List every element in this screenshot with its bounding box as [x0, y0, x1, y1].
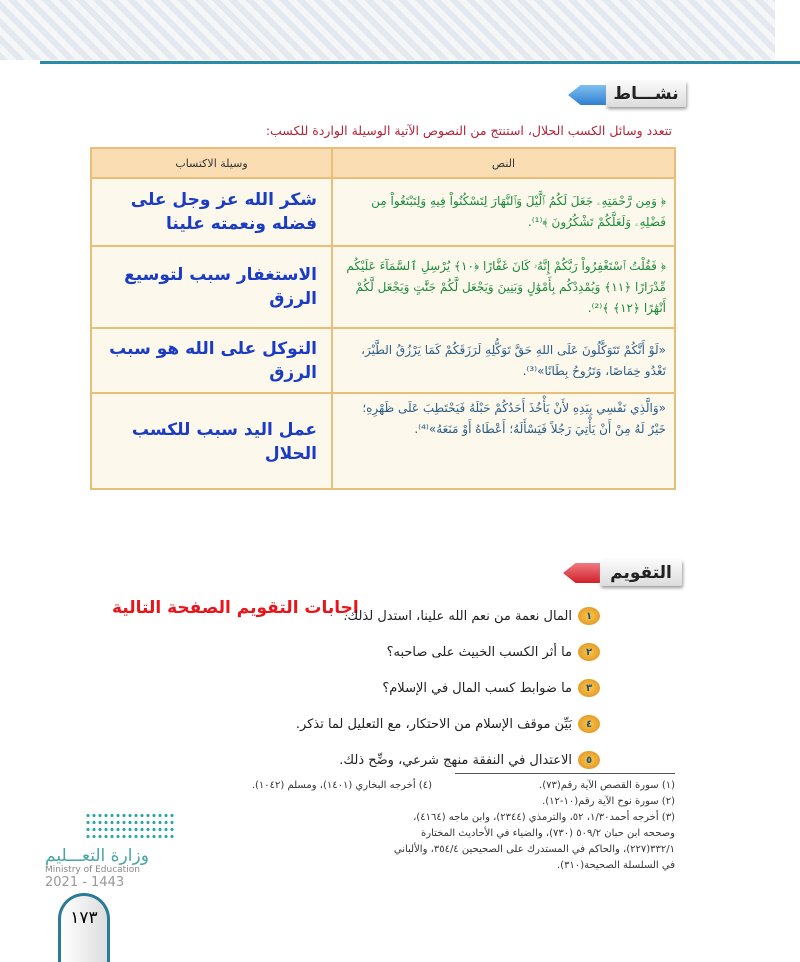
- footnote-divider: [455, 773, 675, 774]
- ministry-logo-icon: [85, 812, 175, 840]
- number-badge-icon: ٤: [578, 715, 600, 733]
- ministry-name-english: Ministry of Education: [45, 865, 140, 875]
- answer-cell: التوكل على الله هو سبب الرزق: [91, 328, 332, 393]
- number-badge-icon: ٥: [578, 751, 600, 769]
- activity-heading: نشـــاط: [606, 81, 686, 107]
- header-means: وسيلة الاكتساب: [91, 148, 332, 178]
- table-row: [91, 328, 675, 393]
- number-badge-icon: ١: [578, 607, 600, 625]
- ministry-name-arabic: وزارة التعـــليم: [45, 846, 149, 866]
- footnote-1: (١) سورة القصص الآية رقم(٧٣).: [539, 780, 675, 791]
- edition-year: 2021 - 1443: [45, 875, 125, 890]
- question-item: [296, 634, 600, 670]
- number-badge-icon: ٣: [578, 679, 600, 697]
- question-text: المال نعمة من نعم الله علينا، استدل لذلك.: [343, 608, 572, 624]
- question-item: [296, 598, 600, 634]
- footnote-2: (٢) سورة نوح الآية رقم(١٠-١٢).: [542, 796, 675, 807]
- question-text: ما ضوابط كسب المال في الإسلام؟: [382, 680, 572, 696]
- table-row: [91, 246, 675, 328]
- table-row: [91, 178, 675, 246]
- hadith-text: «وَالَّذِي نَفْسِي بِيَدِهِ لأَنْ يَأْخُذَ أَحَدُكُمْ حَبْلَهُ فَيَحْتَطِبَ عَلَى ظَهْرِهِ؛ خَيْرٌ لَهُ مِنْ أَنْ يَأْتِيَ رَجُلاً فَيَسْأَلَهُ؛ أَعْطَاهُ أَوْ مَنَعَهُ»⁽⁴⁾.: [332, 393, 675, 489]
- number-badge-icon: ٢: [578, 643, 600, 661]
- hadith-text: «لَوْ أَنَّكُمْ تَتَوَكَّلُونَ عَلَى اللهِ حَقَّ تَوَكُّلِهِ لَرَزَقَكُمْ كَمَا يَرْزُقُ الطَّيْرَ، تَغْدُو خِمَاصًا، وَتَرُوحُ بِطَانًا»⁽³⁾.: [332, 328, 675, 393]
- answer-cell: الاستغفار سبب لتوسيع الرزق: [91, 246, 332, 328]
- question-text: ما أثر الكسب الخبيث على صاحبه؟: [386, 644, 572, 660]
- answer-cell: عمل اليد سبب للكسب الحلال: [91, 393, 332, 489]
- table-row: [91, 393, 675, 489]
- page-number: ١٧٣: [58, 893, 110, 962]
- activity-intro: تتعدد وسائل الكسب الحلال، استنتج من النصوص الآتية الوسيلة الواردة للكسب:: [265, 123, 672, 138]
- question-item: [296, 706, 600, 742]
- question-text: بَيِّن موقف الإسلام من الاحتكار، مع التعليل لما تذكر.: [295, 716, 572, 732]
- answers-note: اجابات التقويم الصفحة التالية: [112, 598, 359, 618]
- quran-text: ﴿ وَمِن رَّحْمَتِهِۦ جَعَلَ لَكُمُ ٱلَّيْلَ وَٱلنَّهَارَ لِتَسْكُنُواْ فِيهِ وَلِتَبْتَغُواْ مِن فَضْلِهِۦ وَلَعَلَّكُمْ تَشْكُرُونَ ﴾⁽¹⁾.: [332, 178, 675, 246]
- quran-text: ﴿ فَقُلْتُ ٱسْتَغْفِرُواْ رَبَّكُمْ إِنَّهُۥ كَانَ غَفَّارًا ﴿١٠﴾ يُرْسِلِ ٱلسَّمَآءَ عَلَيْكُم مِّدْرَارًا ﴿١١﴾ وَيُمْدِدْكُم بِأَمْوَٰلٍ وَبَنِينَ وَيَجْعَل لَّكُمْ جَنَّٰتٍ وَيَجْعَل لَّكُمْ أَنْهَٰرًا ﴿١٢﴾ ﴾⁽²⁾.: [332, 246, 675, 328]
- evaluation-questions: [296, 598, 600, 778]
- question-text: الاعتدال في النفقة منهج شرعي، وضِّح ذلك.: [339, 752, 572, 768]
- question-item: [296, 670, 600, 706]
- header-text: النص: [332, 148, 675, 178]
- decorative-header-banner: [0, 0, 775, 60]
- table-header-row: [91, 148, 675, 178]
- header-divider: [40, 61, 800, 64]
- activity-table: [90, 147, 676, 490]
- answer-cell: شكر الله عز وجل على فضله ونعمته علينا: [91, 178, 332, 246]
- evaluation-heading: التقويم: [600, 560, 682, 586]
- footnote-3: (٣) أخرجه أحمد١/٣٠، ٥٢، والترمذي (٢٣٤٤)، وابن ماجه (٤١٦٤)، وصححه ابن حبان ٥٠٩/٢ (٧٣٠)، والضياء في الأحاديث المختارة ٣٣٢/١(٢٢٧)، والحاكم في المستدرك على الصحيحين ٣٥٤/٤، والألباني في السلسلة الصحيحة(٣١٠).: [393, 812, 675, 871]
- footnote-4: (٤) أخرجه البخاري (١٤٠١)، ومسلم (١٠٤٢).: [251, 780, 432, 791]
